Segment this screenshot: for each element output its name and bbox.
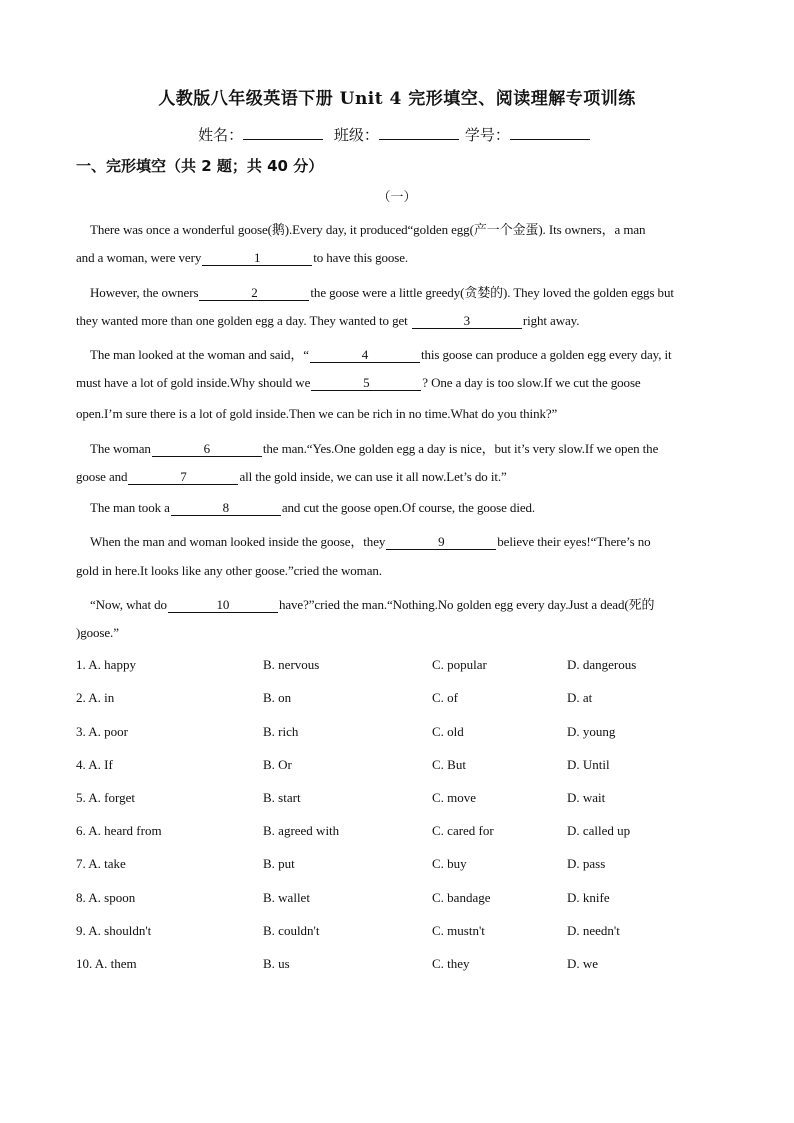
option-c[interactable]: C. bandage xyxy=(432,890,491,905)
option-b[interactable]: B. Or xyxy=(263,757,292,772)
option-b[interactable]: B. couldn't xyxy=(263,923,320,938)
option-c[interactable]: C. old xyxy=(432,724,464,739)
passage-text: all the gold inside, we can use it all now.Let’s do it.” xyxy=(239,469,507,484)
option-b[interactable]: B. start xyxy=(263,790,301,805)
passage-text: The woman xyxy=(90,441,151,456)
passage-line xyxy=(90,500,718,516)
option-d[interactable]: D. needn't xyxy=(567,923,620,938)
passage-line: open.I’m sure there is a lot of gold inside.Then we can be rich in no time.What do you think?” xyxy=(76,406,558,421)
class-label: 班级： xyxy=(333,126,379,144)
passage-text: must have a lot of gold inside.Why should we xyxy=(76,375,311,390)
passage-text: the goose were a little greedy(贪婪的). They loved the golden eggs but xyxy=(310,285,674,300)
passage-text: they wanted more than one golden egg a day. They wanted to get xyxy=(76,313,411,328)
option-d[interactable]: D. Until xyxy=(567,757,610,772)
option-b[interactable]: B. on xyxy=(263,690,292,705)
option-b[interactable]: B. us xyxy=(263,956,290,971)
option-c[interactable]: C. mustn't xyxy=(432,923,485,938)
option-d[interactable]: D. dangerous xyxy=(567,657,637,672)
option-a[interactable]: 2. A. in xyxy=(76,690,115,705)
page-title: 人教版八年级英语下册 Unit 4 完形填空、阅读理解专项训练 xyxy=(158,89,636,109)
option-d[interactable]: D. knife xyxy=(567,890,610,905)
option-a[interactable]: 7. A. take xyxy=(76,856,126,871)
passage-line xyxy=(76,250,718,266)
passage-line xyxy=(90,344,718,363)
blank-1[interactable]: 1 xyxy=(202,251,312,266)
passage-text: the man.“Yes.One golden egg a day is nice，but it’s very slow.If we open the xyxy=(262,441,659,456)
option-b[interactable]: B. wallet xyxy=(263,890,310,905)
section-heading: 一、完形填空（共 2 题；共 40 分） xyxy=(76,157,324,175)
option-c[interactable]: C. popular xyxy=(432,657,487,672)
blank-2[interactable]: 2 xyxy=(199,286,309,301)
id-blank[interactable] xyxy=(510,125,590,140)
passage-text: When the man and woman looked inside the goose，they xyxy=(90,534,386,549)
class-blank[interactable] xyxy=(379,125,459,140)
passage-line xyxy=(76,375,718,391)
passage-text: and a woman, were very xyxy=(76,250,202,265)
passage-text: to have this goose. xyxy=(313,250,409,265)
option-b[interactable]: B. agreed with xyxy=(263,823,340,838)
passage-text: goose and xyxy=(76,469,128,484)
option-a[interactable]: 1. A. happy xyxy=(76,657,136,672)
option-d[interactable]: D. wait xyxy=(567,790,606,805)
option-c[interactable]: C. move xyxy=(432,790,477,805)
option-b[interactable]: B. put xyxy=(263,856,295,871)
blank-6[interactable]: 6 xyxy=(152,442,262,457)
passage-text: The man took a xyxy=(90,500,170,515)
option-a[interactable]: 4. A. If xyxy=(76,757,113,772)
passage-line xyxy=(90,438,718,457)
passage-line: gold in here.It looks like any other goose.”cried the woman. xyxy=(76,563,382,578)
option-c[interactable]: C. they xyxy=(432,956,470,971)
option-d[interactable]: D. at xyxy=(567,690,593,705)
blank-4[interactable]: 4 xyxy=(310,348,420,363)
passage-text: and cut the goose open.Of course, the goose died. xyxy=(281,500,536,515)
passage-line xyxy=(76,469,718,485)
option-d[interactable]: D. we xyxy=(567,956,599,971)
passage-line: There was once a wonderful goose(鹅).Every day, it produced“golden egg(产一个金蛋). Its owners，a man xyxy=(90,222,646,237)
blank-7[interactable]: 7 xyxy=(128,470,238,485)
passage-text: this goose can produce a golden egg every day, it xyxy=(420,347,672,362)
id-label: 学号： xyxy=(464,126,510,144)
passage-text: “Now, what do xyxy=(90,597,167,612)
option-d[interactable]: D. called up xyxy=(567,823,631,838)
passage-text: right away. xyxy=(522,313,580,328)
blank-9[interactable]: 9 xyxy=(386,535,496,550)
blank-5[interactable]: 5 xyxy=(311,376,421,391)
option-c[interactable]: C. buy xyxy=(432,856,467,871)
option-b[interactable]: B. rich xyxy=(263,724,299,739)
option-b[interactable]: B. nervous xyxy=(263,657,320,672)
option-a[interactable]: 9. A. shouldn't xyxy=(76,923,152,938)
option-a[interactable]: 5. A. forget xyxy=(76,790,135,805)
name-blank[interactable] xyxy=(243,125,323,140)
passage-number: （一） xyxy=(377,190,417,205)
option-a[interactable]: 3. A. poor xyxy=(76,724,128,739)
passage-text: believe their eyes!“There’s no xyxy=(497,534,651,549)
blank-3[interactable]: 3 xyxy=(412,314,522,329)
passage-text: have?”cried the man.“Nothing.No golden egg every day.Just a dead(死的 xyxy=(278,597,655,612)
passage-line xyxy=(90,531,718,550)
student-info-line xyxy=(0,124,794,145)
option-d[interactable]: D. young xyxy=(567,724,616,739)
passage-line xyxy=(76,313,718,329)
option-a[interactable]: 8. A. spoon xyxy=(76,890,136,905)
passage-line xyxy=(90,594,718,613)
name-label: 姓名： xyxy=(198,126,244,144)
option-c[interactable]: C. of xyxy=(432,690,458,705)
passage-text: The man looked at the woman and said，“ xyxy=(90,347,309,362)
blank-10[interactable]: 10 xyxy=(168,598,278,613)
option-d[interactable]: D. pass xyxy=(567,856,606,871)
option-c[interactable]: C. But xyxy=(432,757,466,772)
passage-line: )goose.” xyxy=(76,625,119,640)
option-a[interactable]: 6. A. heard from xyxy=(76,823,162,838)
passage-line xyxy=(90,282,718,301)
passage-text: However, the owners xyxy=(90,285,199,300)
blank-8[interactable]: 8 xyxy=(171,501,281,516)
option-a[interactable]: 10. A. them xyxy=(76,956,137,971)
option-c[interactable]: C. cared for xyxy=(432,823,494,838)
passage-text: ? One a day is too slow.If we cut the goose xyxy=(422,375,641,390)
